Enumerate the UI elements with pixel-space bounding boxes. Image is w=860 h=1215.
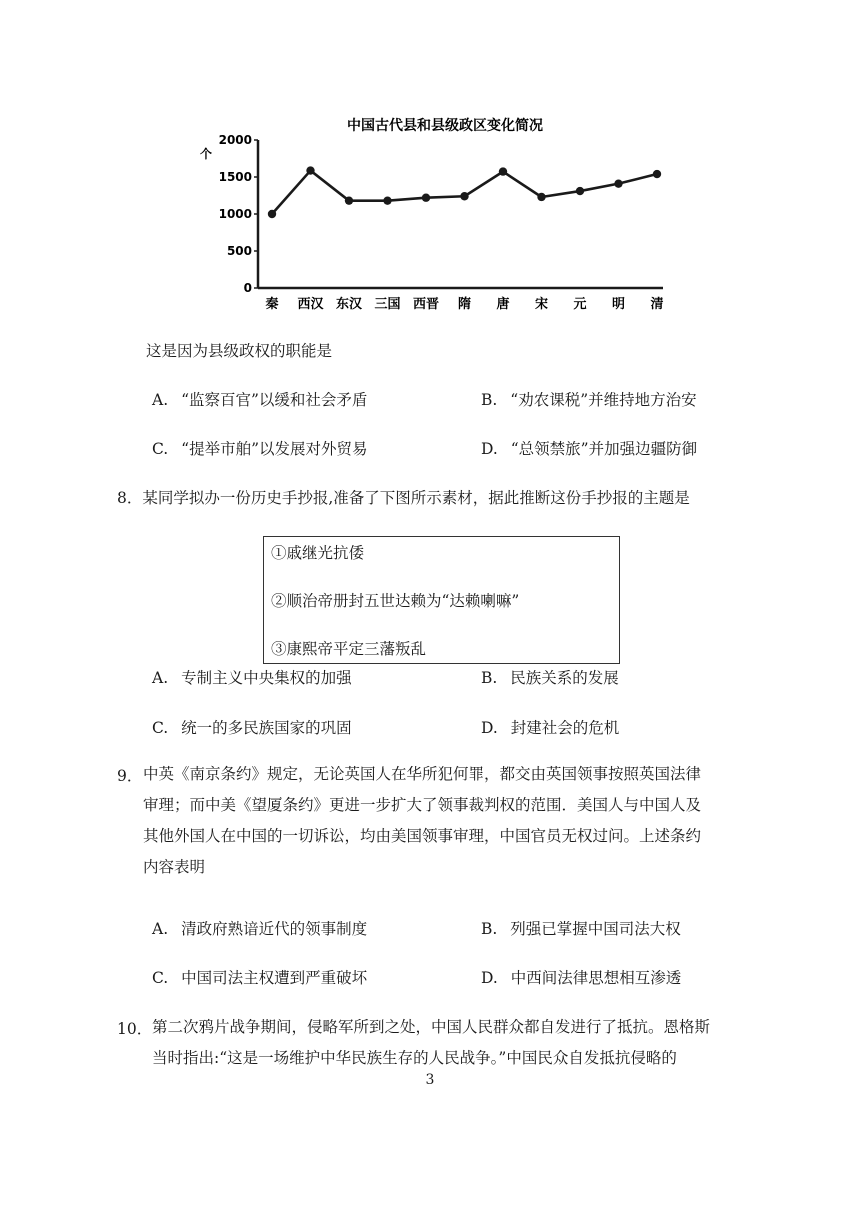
q9-line-2: 审理；而中美《望厦条约》更进一步扩大了领事裁判权的范围．美国人与中国人及 [143,796,702,814]
option-letter: B. [481,920,498,938]
y-tick-label: 500 [226,244,252,258]
option-letter: A. [152,669,169,687]
q7-option-b[interactable] [481,388,697,410]
option-letter: D. [481,440,498,458]
q9-number: 9． [117,767,143,785]
q8-option-c[interactable] [152,716,352,738]
option-text: 封建社会的危机 [510,719,620,737]
q8-material-box [263,536,620,664]
q8-stem: 8．某同学拟办一份历史手抄报,准备了下图所示素材，据此推断这份手抄报的主题是 [117,489,690,507]
q8-option-d[interactable] [481,716,619,738]
x-tick-label: 西汉 [297,297,324,312]
option-letter: C. [152,440,169,458]
data-point-宋 [537,193,545,201]
data-point-清 [653,170,661,178]
q10-number: 10． [117,1020,153,1038]
q9-option-b[interactable] [481,917,681,939]
x-tick-label: 秦 [265,297,279,312]
q8-material-3: ③康熙帝平定三藩叛乱 [271,640,427,658]
q9-line-4: 内容表明 [143,858,206,876]
data-point-唐 [499,167,507,175]
x-tick-label: 清 [650,297,664,312]
data-point-元 [576,187,584,195]
x-tick-label: 宋 [534,297,549,312]
option-text: 清政府熟谙近代的领事制度 [181,920,368,938]
y-unit-label: 个 [199,147,213,161]
q8-option-b[interactable] [481,666,619,688]
chart-canvas [195,108,685,318]
x-tick-label: 西晋 [412,297,440,312]
y-tick-label: 1000 [218,207,252,221]
y-ticks [219,133,258,295]
data-point-西汉 [306,166,314,174]
data-point-隋 [460,192,468,200]
option-text: “提举市舶”以发展对外贸易 [181,440,368,458]
x-ticks [264,296,663,312]
data-point-三国 [383,196,391,204]
option-letter: A. [152,920,169,938]
q7-option-d[interactable] [481,437,697,459]
x-tick-label: 元 [573,297,587,312]
option-letter: B. [481,669,498,687]
data-point-东汉 [345,196,353,204]
x-tick-label: 三国 [374,297,401,312]
q9-stem [143,759,768,883]
option-letter: D. [481,719,498,737]
option-letter: B. [481,391,498,409]
option-text: “监察百官”以缓和社会矛盾 [181,391,368,409]
q8-material-1: ①戚继光抗倭 [271,544,365,562]
x-tick-label: 明 [611,297,626,312]
x-tick-label: 东汉 [335,297,363,312]
x-tick-label: 隋 [457,297,472,312]
option-letter: D. [481,969,498,987]
option-text: 中西间法律思想相互渗透 [510,969,682,987]
y-tick-label: 2000 [218,133,252,147]
option-text: 民族关系的发展 [510,669,619,687]
q7-stem-tail: 这是因为县级政权的职能是 [146,342,333,360]
q10-line-1: 第二次鸦片战争期间，侵略军所到之处，中国人民群众都自发进行了抵抗。恩格斯 [152,1018,711,1036]
y-tick-label: 1500 [218,170,252,184]
q9-line-3: 其他外国人在中国的一切诉讼，均由美国领事审理，中国官员无权过问。上述条约 [143,827,702,845]
q7-option-c[interactable] [152,437,368,459]
data-point-明 [614,179,622,187]
q9-option-d[interactable] [481,966,681,988]
x-tick-label: 唐 [496,297,510,312]
data-point-秦 [268,210,276,218]
option-letter: C. [152,719,169,737]
q8-option-a[interactable] [152,666,352,688]
q10-line-2: 当时指出:“这是一场维护中华民族生存的人民战争。”中国民众自发抵抗侵略的 [152,1049,677,1067]
q8-material-2: ②顺治帝册封五世达赖为“达赖喇嘛” [271,592,520,610]
county-count-line-chart [195,108,685,318]
q9-line-1: 中英《南京条约》规定，无论英国人在华所犯何罪，都交由英国领事按照英国法律 [143,765,702,783]
chart-title: 中国古代县和县级政区变化简况 [347,118,543,134]
option-text: “劝农课税”并维持地方治安 [510,391,697,409]
q10-stem [152,1012,768,1074]
series-line [268,166,661,218]
option-text: 统一的多民族国家的巩固 [181,719,352,737]
option-text: 中国司法主权遭到严重破坏 [181,969,368,987]
option-text: “总领禁旅”并加强边疆防御 [510,440,698,458]
data-point-西晋 [422,194,430,202]
option-letter: A. [152,391,169,409]
page-number: 3 [425,1072,435,1088]
option-text: 专制主义中央集权的加强 [181,669,352,687]
q9-option-c[interactable] [152,966,367,988]
q9-option-a[interactable] [152,917,367,939]
option-text: 列强已掌握中国司法大权 [510,920,681,938]
option-letter: C. [152,969,169,987]
q7-option-a[interactable] [152,388,367,410]
y-tick-label: 0 [243,281,252,295]
